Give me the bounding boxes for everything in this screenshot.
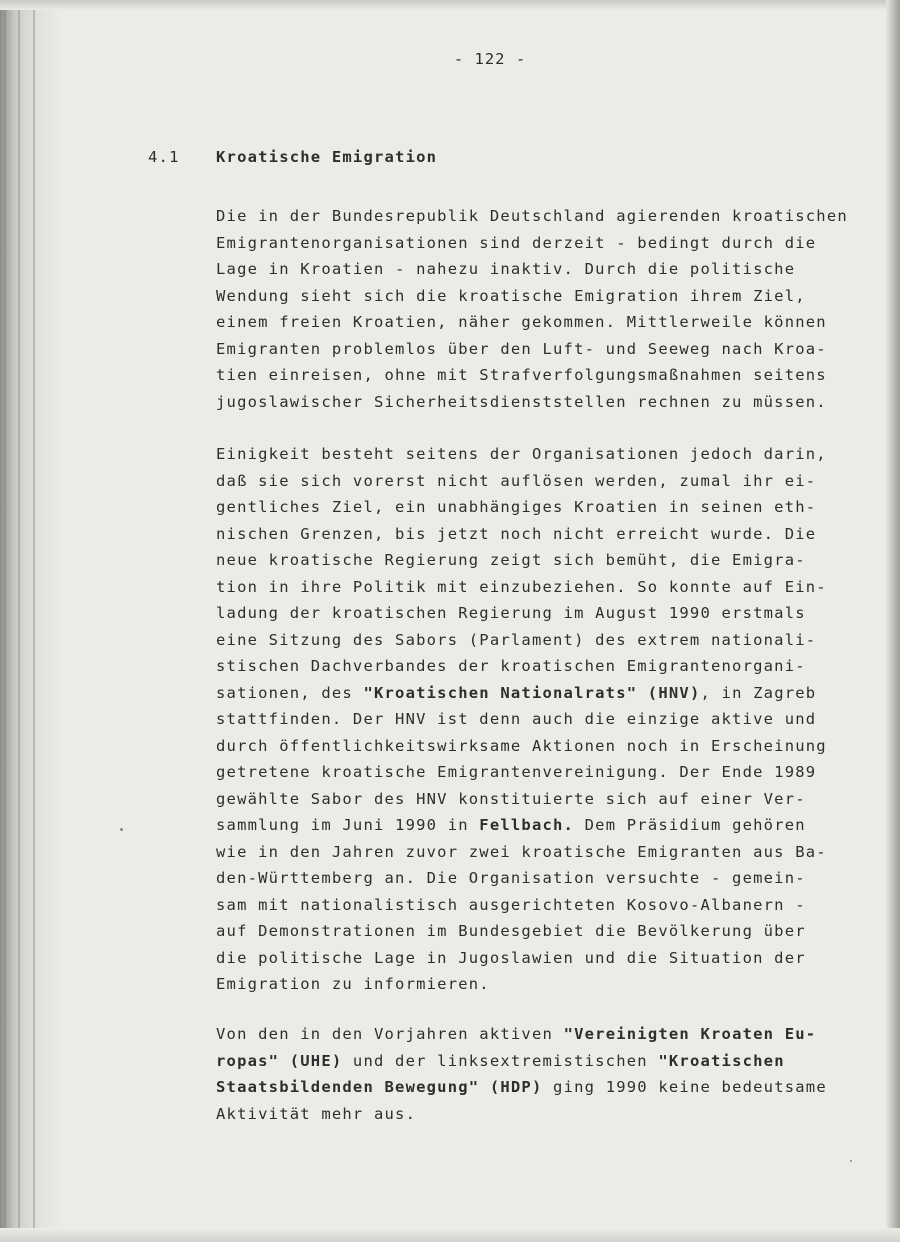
text-line — [216, 680, 876, 707]
text-run: Dem Präsidium gehören — [574, 816, 806, 834]
text-line: gewählte Sabor des HNV konstituierte sich auf einer Ver- — [216, 789, 806, 808]
section-heading — [148, 148, 437, 166]
text-line: durch öffentlichkeitswirksame Aktionen noch in Erscheinung — [216, 736, 827, 755]
text-line: Einigkeit besteht seitens der Organisationen jedoch darin, — [216, 445, 827, 463]
text-line: daß sie sich vorerst nicht auflösen werden, zumal ihr ei- — [216, 471, 817, 490]
page-number: - 122 - — [453, 50, 527, 68]
text-line: stattfinden. Der HNV ist denn auch die einzige aktive und — [216, 710, 817, 728]
text-run: und der linksextremistischen — [342, 1051, 659, 1070]
text-line: tien einreisen, ohne mit Strafverfolgungsmaßnahmen seitens — [216, 366, 827, 384]
binding-line — [33, 0, 35, 1242]
text-line: wie in den Jahren zuvor zwei kroatische Emigranten aus Ba- — [216, 842, 827, 861]
text-line: auf Demonstrationen im Bundesgebiet die Bevölkerung über — [216, 922, 806, 940]
text-line: Wendung sieht sich die kroatische Emigration ihrem Ziel, — [216, 286, 806, 305]
text-run: sationen, des — [216, 683, 364, 702]
text-line: tion in ihre Politik mit einzubeziehen. So konnte auf Ein- — [216, 577, 827, 596]
text-line: die politische Lage in Jugoslawien und die Situation der — [216, 948, 806, 967]
text-line: Aktivität mehr aus. — [216, 1104, 417, 1123]
text-line — [216, 1021, 876, 1048]
text-line: Emigration zu informieren. — [216, 975, 490, 993]
place-name-fellbach: Fellbach. — [479, 816, 575, 834]
bottom-edge-shadow — [0, 1228, 900, 1242]
binding-line — [4, 0, 6, 1242]
dust-speck — [120, 828, 123, 831]
text-line: Emigrantenorganisationen sind derzeit - bedingt durch die — [216, 233, 817, 252]
text-line — [216, 1048, 876, 1075]
text-line: gentliches Ziel, ein unabhängiges Kroatien in seinen eth- — [216, 498, 817, 516]
dust-speck — [850, 1160, 852, 1162]
paragraph-3 — [216, 1021, 876, 1127]
text-run: ging 1990 keine bedeutsame — [542, 1078, 827, 1096]
organization-name-hnv: "Kroatischen Nationalrats" (HNV) — [363, 683, 701, 702]
text-run: , in Zagreb — [700, 683, 817, 702]
paragraph-2 — [216, 441, 876, 998]
text-line: Die in der Bundesrepublik Deutschland agierenden kroatischen — [216, 207, 848, 225]
binding-line — [18, 0, 20, 1242]
right-edge-shadow — [886, 0, 900, 1242]
text-line: getretene kroatische Emigrantenvereinigung. Der Ende 1989 — [216, 763, 817, 781]
text-line: Lage in Kroatien - nahezu inaktiv. Durch die politische — [216, 260, 796, 278]
section-number: 4.1 — [148, 148, 180, 166]
organization-name-uhe: ropas" (UHE) — [216, 1051, 343, 1070]
text-line: neue kroatische Regierung zeigt sich bemüht, die Emigra- — [216, 551, 806, 569]
organization-name-uhe: "Vereinigten Kroaten Eu- — [563, 1025, 817, 1043]
top-edge-shadow — [0, 0, 900, 10]
text-line: eine Sitzung des Sabors (Parlament) des extrem nationali- — [216, 630, 817, 649]
organization-name-hdp: "Kroatischen — [658, 1051, 785, 1070]
paragraph-1 — [216, 203, 876, 415]
text-run: Von den in den Vorjahren aktiven — [216, 1025, 564, 1043]
text-line — [216, 812, 876, 839]
text-line: den-Württemberg an. Die Organisation versuchte - gemein- — [216, 869, 806, 887]
text-line: Emigranten problemlos über den Luft- und Seeweg nach Kroa- — [216, 339, 827, 358]
organization-name-hdp: Staatsbildenden Bewegung" (HDP) — [216, 1078, 543, 1096]
binding-shadow — [0, 0, 62, 1242]
text-line: jugoslawischer Sicherheitsdienststellen rechnen zu müssen. — [216, 392, 827, 411]
section-title: Kroatische Emigration — [216, 148, 438, 166]
text-line: sam mit nationalistisch ausgerichteten Kosovo-Albanern - — [216, 895, 806, 914]
text-line: stischen Dachverbandes der kroatischen Emigrantenorgani- — [216, 657, 806, 675]
text-line: ladung der kroatischen Regierung im August 1990 erstmals — [216, 604, 806, 622]
text-line — [216, 1074, 876, 1101]
text-run: sammlung im Juni 1990 in — [216, 816, 480, 834]
text-line: nischen Grenzen, bis jetzt noch nicht erreicht wurde. Die — [216, 524, 817, 543]
text-line: einem freien Kroatien, näher gekommen. Mittlerweile können — [216, 313, 827, 331]
